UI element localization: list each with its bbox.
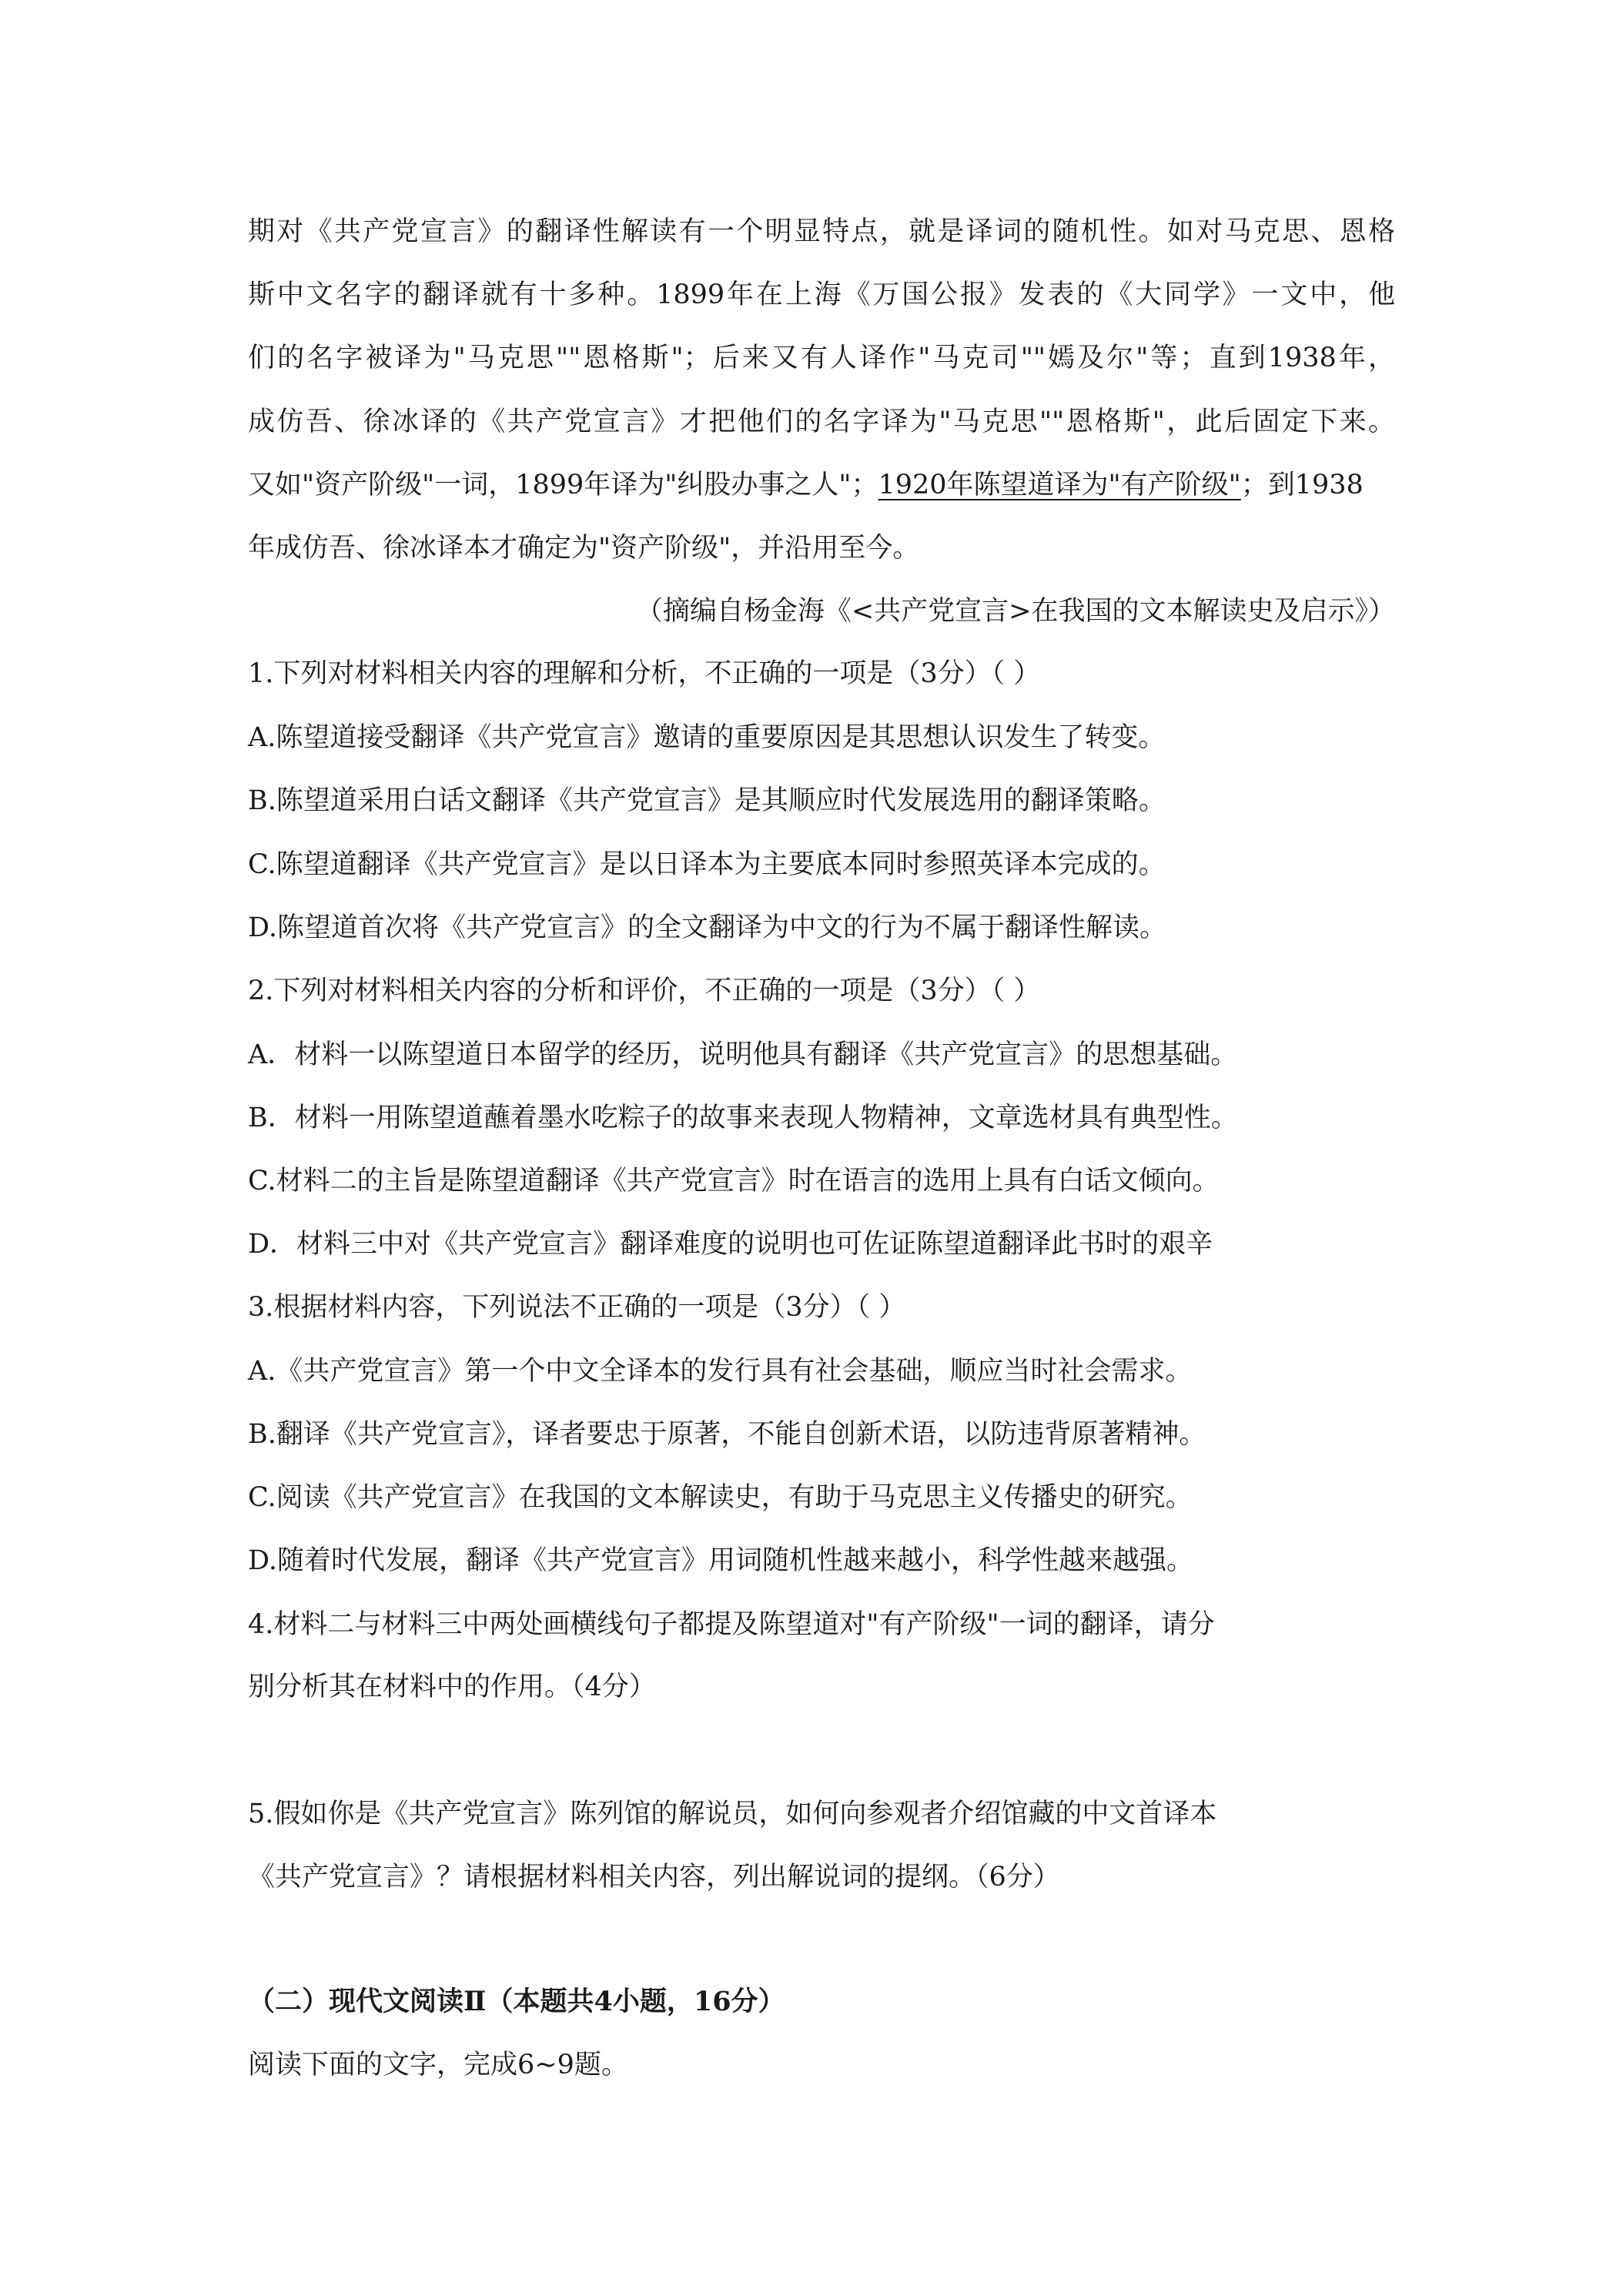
question-1-option-b: B.陈望道采用白话文翻译《共产党宣言》是其顺应时代发展选用的翻译策略。 [248,785,1166,816]
question-2-option-b: B．材料一用陈望道蘸着墨水吃粽子的故事来表现人物精神，文章选材具有典型性。 [248,1103,1238,1133]
question-1-option-c: C.陈望道翻译《共产党宣言》是以日译本为主要底本同时参照英译本完成的。 [248,849,1166,880]
question-3-option-b: B.翻译《共产党宣言》，译者要忠于原著，不能自创新术语，以防违背原著精神。 [248,1419,1206,1450]
question-2-option-c: C.材料二的主旨是陈望道翻译《共产党宣言》时在语言的选用上具有白话文倾向。 [248,1166,1220,1197]
question-1-option-a: A.陈望道接受翻译《共产党宣言》邀请的重要原因是其思想认识发生了转变。 [248,722,1166,753]
question-5-stem: 5.假如你是《共产党宣言》陈列馆的解说员，如何向参观者介绍馆藏的中文首译本 [248,1799,1217,1829]
paragraph-line: 年成仿吾、徐冰译本才确定为"资产阶级"，并沿用至今。 [248,533,920,564]
paragraph-line: 期对《共产党宣言》的翻译性解读有一个明显特点，就是译词的随机性。如对马克思、恩格 [248,216,1395,247]
section-heading: （二）现代文阅读Ⅱ（本题共4小题，16分） [248,1986,785,2017]
question-2-stem: 2.下列对材料相关内容的分析和评价，不正确的一项是（3分）（ ） [248,976,1041,1006]
paragraph-line: 斯中文名字的翻译就有十多种。1899年在上海《万国公报》发表的《大同学》一文中，他 [248,279,1395,310]
question-3-option-c: C.阅读《共产党宣言》在我国的文本解读史，有助于马克思主义传播史的研究。 [248,1482,1193,1513]
question-5-stem-cont: 《共产党宣言》？请根据材料相关内容，列出解说词的提纲。（6分） [248,1862,1060,1893]
question-2-option-a: A．材料一以陈望道日本留学的经历，说明他具有翻译《共产党宣言》的思想基础。 [248,1039,1238,1070]
question-3-option-d: D.随着时代发展，翻译《共产党宣言》用词随机性越来越小，科学性越来越强。 [248,1545,1193,1576]
paragraph-line: 成仿吾、徐冰译的《共产党宣言》才把他们的名字译为"马克思""恩格斯"，此后固定下来。 [248,407,1395,437]
section-instruction: 阅读下面的文字，完成6~9题。 [248,2050,628,2080]
paragraph-line: 们的名字被译为"马克思""恩格斯"；后来又有人译作"马克司""嫣及尔"等；直到1938年， [248,343,1395,373]
question-3-option-a: A.《共产党宣言》第一个中文全译本的发行具有社会基础，顺应当时社会需求。 [248,1356,1193,1387]
paragraph-text: 又如"资产阶级"一词，1899年译为"纠股办事之人"； [248,470,878,500]
paragraph-line-with-underline [248,468,1395,502]
source-citation: （摘编自杨金海《<共产党宣言>在我国的文本解读史及启示》） [635,596,1395,627]
question-4-stem: 4.材料二与材料三中两处画横线句子都提及陈望道对"有产阶级"一词的翻译，请分 [248,1609,1215,1640]
question-1-option-d: D.陈望道首次将《共产党宣言》的全文翻译为中文的行为不属于翻译性解读。 [248,912,1166,943]
question-3-stem: 3.根据材料内容，下列说法不正确的一项是（3分）（ ） [248,1292,906,1323]
question-4-stem-cont: 别分析其在材料中的作用。（4分） [248,1672,656,1702]
underlined-sentence: 1920年陈望道译为"有产阶级" [878,470,1241,500]
question-2-option-d: D．材料三中对《共产党宣言》翻译难度的说明也可佐证陈望道翻译此书时的艰辛 [248,1229,1213,1260]
question-1-stem: 1.下列对材料相关内容的理解和分析，不正确的一项是（3分）（ ） [248,658,1041,689]
paragraph-text: ；到1938 [1240,470,1364,500]
